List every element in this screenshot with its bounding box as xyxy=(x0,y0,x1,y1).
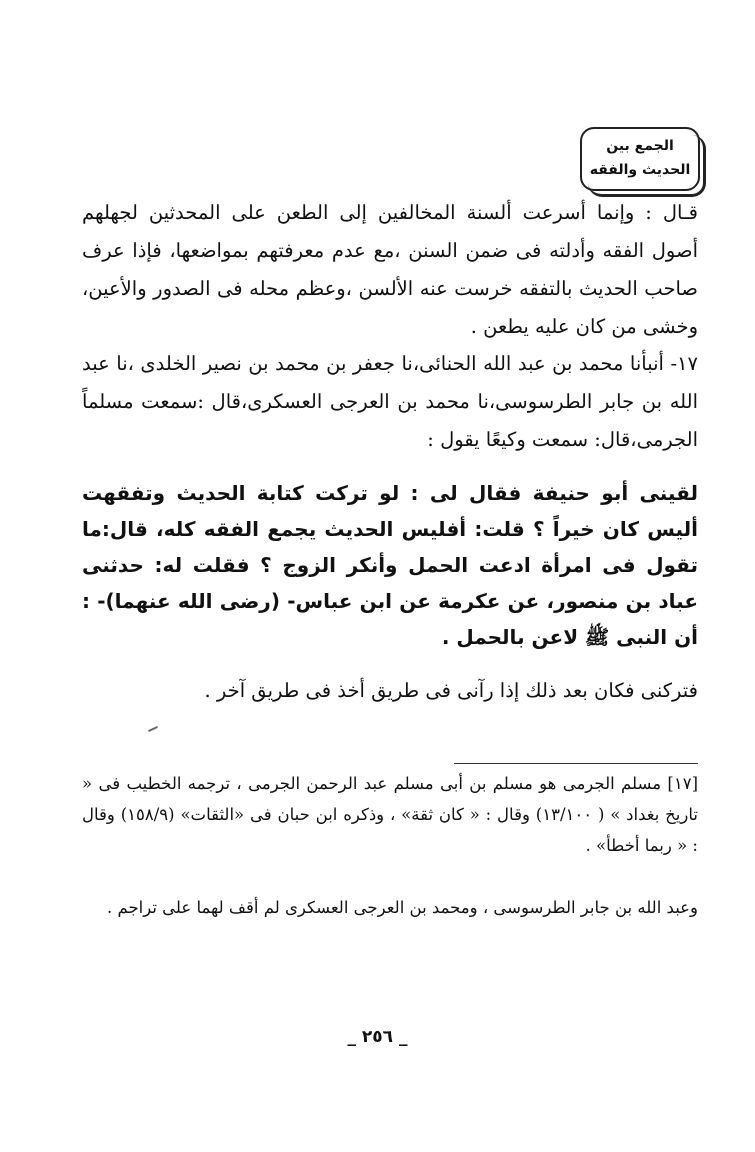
page-number: _ ٢٥٦ _ xyxy=(347,1027,408,1047)
paragraph-narration: لقينى أبو حنيفة فقال لى : لو تركت كتابة الحديث وتفقهت أليس كان خيراً ؟ قلت: أفليس الحديث يجمع الفقه كله، قال:ما تقول فى امرأة ادعت الحمل وأنكر الزوج ؟ فقلت له: حدثنى عباد بن منصور، عن عكرمة عن ابن عباس- (رضى الله عنهما)- : أن النبى ﷺ لاعن بالحمل . xyxy=(82,481,698,649)
chapter-header-line2: الحديث والفقه xyxy=(589,162,691,178)
paragraph-closing: فتركنى فكان بعد ذلك إذا رآنى فى طريق أخذ فى طريق آخر . xyxy=(204,679,698,702)
paragraph-intro: قـال : وإنما أسرعت ألسنة المخالفين إلى الطعن على المحدثين لجهلهم أصول الفقه وأدلته فى ضمن السنن ،مع عدم معرفتهم بمواضعها، فإذا عرف صاحب الحديث بالتفقه خرست عنه الألسن ،وعظم محله فى الصدور والأعين، وخشى من كان عليه يطعن . xyxy=(82,201,698,338)
footnote-1: [١٧] مسلم الجرمى هو مسلم بن أبى مسلم عبد الرحمن الجرمى ، ترجمه الخطيب فى « تاريخ بغداد » ( ١٣/١٠٠) وقال : « كان ثقة» ، وذكره ابن حبان فى «الثقات» (١٥٨/٩) وقال : « ربما أخطأ» . xyxy=(82,774,698,855)
chapter-header-line1: الجمع بين xyxy=(606,138,674,154)
paragraph-isnad: ١٧- أنبأنا محمد بن عبد الله الحنائى،نا جعفر بن محمد بن نصير الخلدى ،نا عبد الله بن جابر الطرسوسى،نا محمد بن العرجى العسكرى،قال :سمعت مسلماً الجرمى،قال: سمعت وكيعًا يقول : xyxy=(82,352,698,451)
footnote-2: وعبد الله بن جابر الطرسوسى ، ومحمد بن العرجى العسكرى لم أقف لهما على تراجم . xyxy=(106,898,698,917)
chapter-header-box xyxy=(580,127,700,191)
footnote-divider xyxy=(454,763,698,764)
stray-mark xyxy=(148,726,158,732)
